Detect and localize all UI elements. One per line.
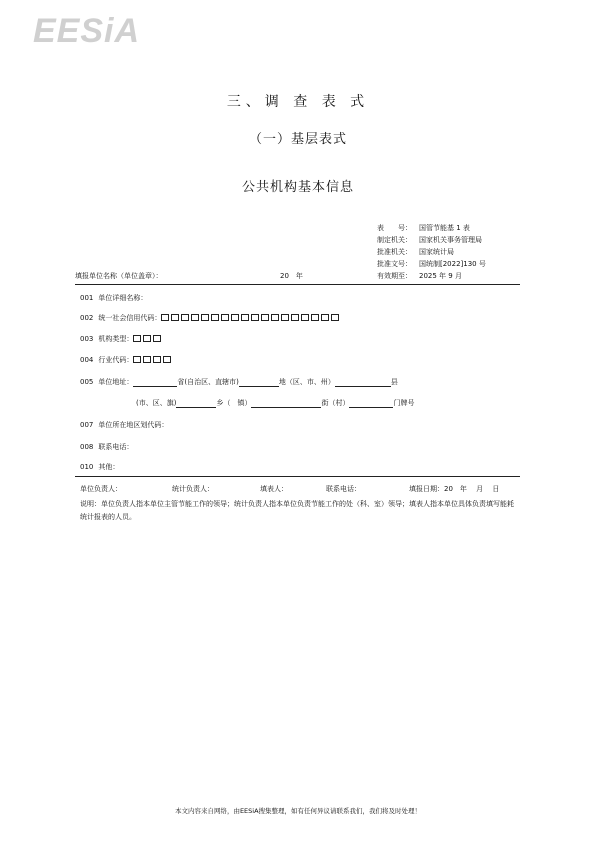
blank-province[interactable] — [133, 379, 177, 387]
field-label: 联系电话： — [98, 443, 134, 451]
institution-type-boxes[interactable] — [133, 335, 163, 344]
meta-value: 2025 年 9 月 — [419, 272, 462, 280]
field-label: 单位所在地区划代码： — [98, 421, 169, 429]
filler-label: 填表人： — [260, 485, 288, 493]
meta-row-issuing-authority — [377, 234, 486, 246]
field-label: 行业代码： — [98, 356, 134, 364]
footer-disclaimer: 本文内容来自网络，由EESiA搜集整理，如有任何异议请联系我们，我们将及时处理！ — [174, 807, 422, 815]
field-address[interactable] — [80, 377, 398, 387]
blank-county[interactable] — [335, 379, 391, 387]
form-name: 公共机构基本信息 — [241, 180, 354, 195]
input-box[interactable] — [221, 314, 229, 321]
input-box[interactable] — [191, 314, 199, 321]
field-industry-code[interactable] — [80, 355, 173, 365]
meta-value: 国家机关事务管理局 — [419, 236, 482, 244]
field-region-code[interactable] — [80, 420, 168, 430]
field-address-line2[interactable] — [136, 398, 414, 408]
section-subtitle: （一）基层表式 — [248, 132, 347, 147]
input-box[interactable] — [281, 314, 289, 321]
field-code: 003 — [80, 335, 94, 343]
address-unit-township: 乡（ 镇） — [216, 399, 252, 407]
field-code: 001 — [80, 294, 94, 302]
meta-key: 制定机关： — [377, 236, 412, 244]
section-title: 三、调 查 表 式 — [226, 94, 370, 110]
field-label: 机构类型： — [98, 335, 134, 343]
input-box[interactable] — [241, 314, 249, 321]
year-label: 20 年 — [280, 272, 303, 280]
note-label: 说明： — [80, 500, 101, 508]
field-code: 010 — [80, 463, 94, 471]
address-unit-county: 县 — [390, 378, 398, 386]
address-unit-prefecture: 地（区、市、州） — [278, 378, 335, 386]
field-code: 005 — [80, 378, 94, 386]
input-box[interactable] — [291, 314, 299, 321]
explanatory-note — [80, 498, 520, 524]
credit-code-boxes[interactable] — [161, 314, 341, 323]
blank-prefecture[interactable] — [239, 379, 279, 387]
form-meta — [377, 222, 486, 270]
input-box[interactable] — [153, 356, 161, 363]
address-unit-province: 省(自治区、直辖市) — [177, 378, 239, 386]
field-label: 单位地址： — [98, 378, 134, 386]
field-code: 008 — [80, 443, 94, 451]
input-box[interactable] — [163, 356, 171, 363]
meta-key: 表 号： — [377, 224, 412, 232]
meta-row-form-number — [377, 222, 486, 234]
input-box[interactable] — [143, 335, 151, 342]
input-box[interactable] — [271, 314, 279, 321]
meta-row-valid-until — [377, 271, 462, 281]
stat-head-label: 统计负责人： — [172, 485, 214, 493]
blank-street[interactable] — [251, 400, 321, 408]
industry-code-boxes[interactable] — [133, 356, 173, 365]
input-box[interactable] — [133, 335, 141, 342]
unit-head-label: 单位负责人： — [80, 485, 122, 493]
meta-key: 批准机关： — [377, 248, 412, 256]
field-institution-type[interactable] — [80, 334, 163, 344]
input-box[interactable] — [161, 314, 169, 321]
input-box[interactable] — [311, 314, 319, 321]
input-box[interactable] — [261, 314, 269, 321]
contact-phone-label: 联系电话： — [326, 485, 361, 493]
meta-key: 批准文号： — [377, 260, 412, 268]
field-code: 004 — [80, 356, 94, 364]
input-box[interactable] — [321, 314, 329, 321]
field-label: 单位详细名称： — [98, 294, 148, 302]
field-unit-name[interactable] — [80, 293, 147, 303]
blank-township[interactable] — [176, 400, 216, 408]
input-box[interactable] — [251, 314, 259, 321]
field-label: 其他： — [98, 463, 120, 471]
input-box[interactable] — [153, 335, 161, 342]
meta-row-approving-authority — [377, 246, 486, 258]
meta-key: 有效期至： — [377, 272, 412, 280]
blank-house-number[interactable] — [349, 400, 393, 408]
input-box[interactable] — [181, 314, 189, 321]
input-box[interactable] — [201, 314, 209, 321]
input-box[interactable] — [301, 314, 309, 321]
field-credit-code[interactable] — [80, 313, 341, 323]
field-label: 统一社会信用代码： — [98, 314, 162, 322]
body-rule — [75, 476, 520, 477]
meta-value: 国管节能基 1 表 — [419, 224, 470, 232]
field-code: 002 — [80, 314, 94, 322]
input-box[interactable] — [211, 314, 219, 321]
reporting-unit-label: 填报单位名称（单位盖章）： — [75, 272, 163, 280]
input-box[interactable] — [143, 356, 151, 363]
input-box[interactable] — [171, 314, 179, 321]
input-box[interactable] — [231, 314, 239, 321]
address-unit-house-number: 门牌号 — [393, 399, 415, 407]
input-box[interactable] — [133, 356, 141, 363]
fill-date-label: 填报日期：20 年 月 日 — [409, 485, 500, 493]
meta-value: 国家统计局 — [419, 248, 454, 256]
eesia-logo: EESiA — [33, 12, 141, 50]
note-text: 单位负责人指本单位主管节能工作的领导；统计负责人指本单位负责节能工作的处（科、室）领导；填表人指本单位具体负责填写能耗统计报表的人员。 — [80, 500, 514, 521]
header-rule — [75, 284, 520, 285]
address-unit-street: 街（村） — [321, 399, 350, 407]
address-unit-district: (市、区、旗) — [136, 399, 177, 407]
meta-row-approval-number — [377, 258, 486, 270]
field-code: 007 — [80, 421, 94, 429]
field-other[interactable] — [80, 462, 119, 472]
input-box[interactable] — [331, 314, 339, 321]
meta-value: 国统制[2022]130 号 — [419, 260, 486, 268]
field-phone[interactable] — [80, 442, 133, 452]
